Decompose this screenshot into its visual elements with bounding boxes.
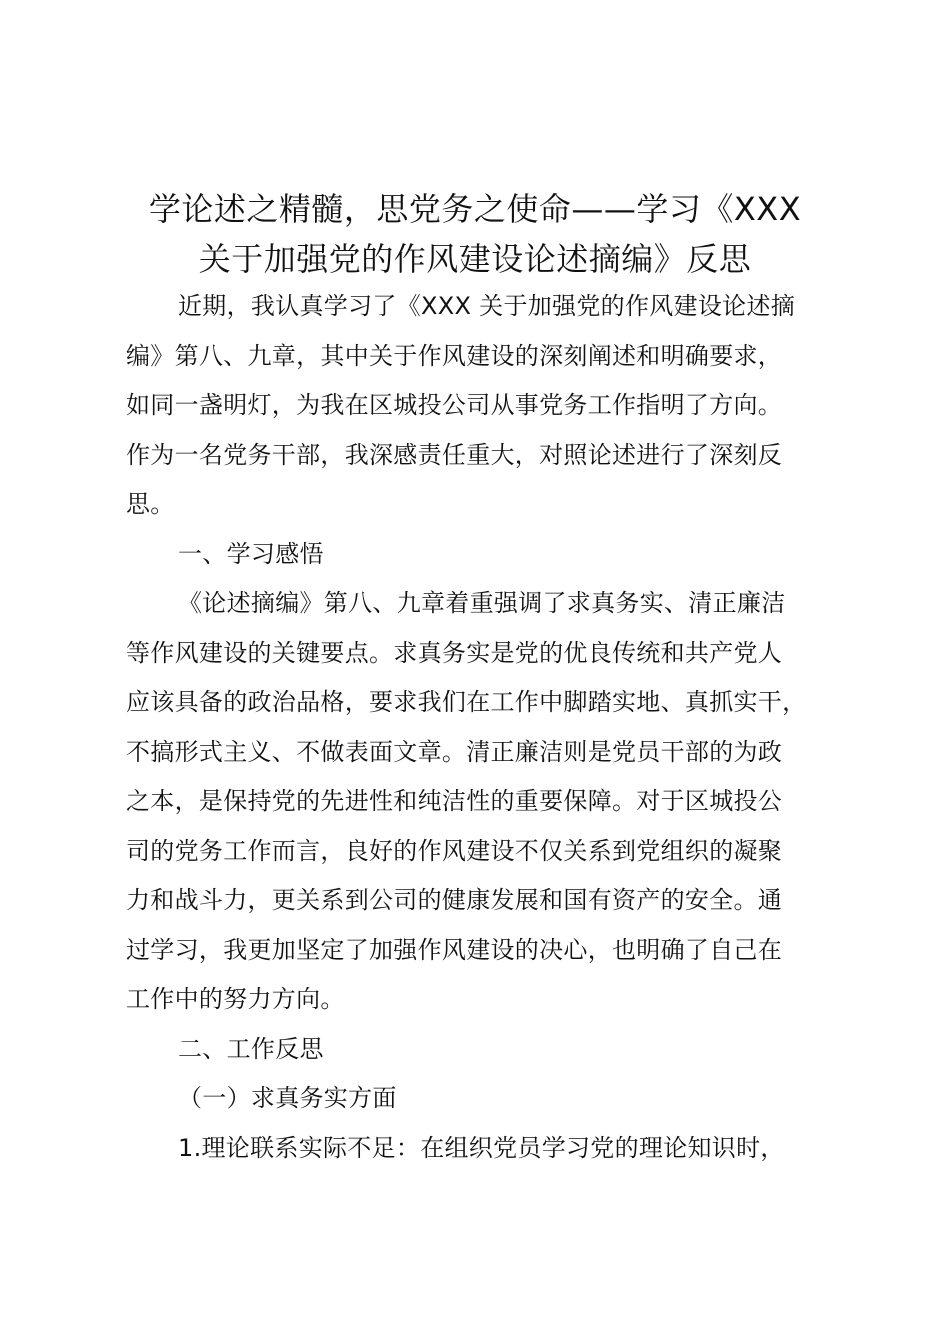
document-body [126,282,856,1173]
section1-line: 工作中的努力方向。 [126,985,345,1013]
title-line-2: 关于加强党的作风建设论述摘编》反思 [198,240,752,278]
section1-line: 不搞形式主义、不做表面文章。清正廉洁则是党员干部的为政 [126,737,783,766]
section1-line: 应该具备的政治品格，要求我们在工作中脚踏实地、真抓实干， [126,688,807,716]
section1-line: 《论述摘编》第八、九章着重强调了求真务实、清正廉洁 [178,589,786,617]
intro-line: 思。 [126,490,175,518]
document-title [110,184,840,284]
intro-line: 编》第八、九章，其中关于作风建设的深刻阐述和明确要求， [126,341,783,370]
title-line-1: 学论述之精髓，思党务之使命——学习《XXX [148,190,802,228]
section1-line: 等作风建设的关键要点。求真务实是党的优良传统和共产党人 [126,638,783,667]
item-line: 1.理论联系实际不足：在组织党员学习党的理论知识时， [178,1133,785,1162]
section-heading-reflection: 二、工作反思 [178,1034,324,1063]
section1-line: 过学习，我更加坚定了加强作风建设的决心，也明确了自己在 [126,935,783,964]
intro-line: 如同一盏明灯，为我在区城投公司从事党务工作指明了方向。 [126,391,783,419]
intro-line: 作为一名党务干部，我深感责任重大，对照论述进行了深刻反 [126,440,783,469]
intro-line: 近期，我认真学习了《XXX 关于加强党的作风建设论述摘 [178,292,796,320]
section1-line: 之本，是保持党的先进性和纯洁性的重要保障。对于区城投公 [126,787,783,815]
section1-line: 力和战斗力，更关系到公司的健康发展和国有资产的安全。通 [126,886,783,914]
section-heading-study: 一、学习感悟 [178,539,324,568]
subsection-heading: （一）求真务实方面 [178,1084,397,1112]
section1-line: 司的党务工作而言，良好的作风建设不仅关系到党组织的凝聚 [126,836,783,865]
